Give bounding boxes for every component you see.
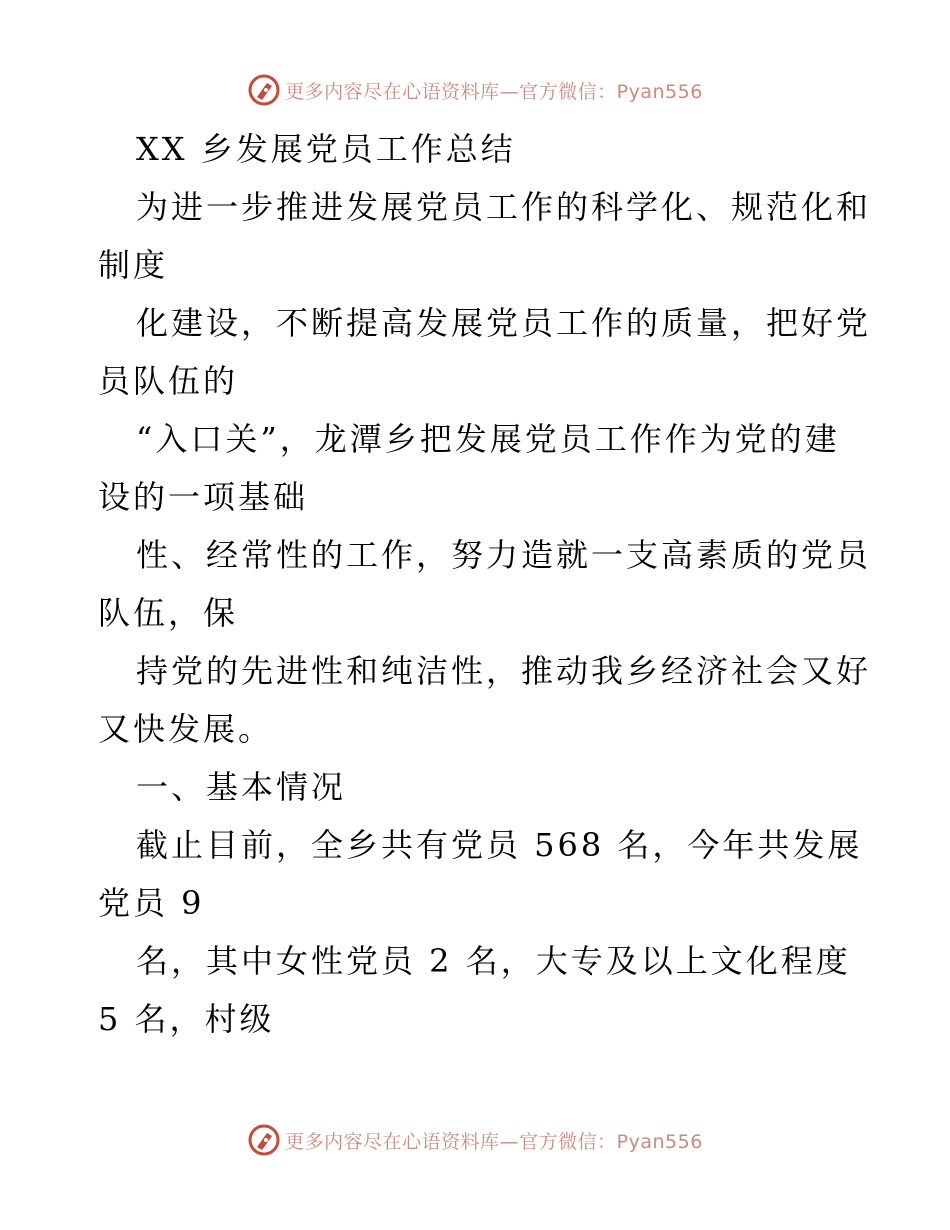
paragraph-line: 设的一项基础 bbox=[98, 478, 309, 516]
paragraph-line: 5 名，村级 bbox=[98, 1000, 275, 1038]
paragraph-line: 持党的先进性和纯洁性，推动我乡经济社会又好 bbox=[136, 652, 872, 690]
document-title: XX 乡发展党员工作总结 bbox=[136, 130, 516, 168]
watermark-text: 更多内容尽在心语资料库—官方微信：Pyan556 bbox=[285, 1130, 703, 1153]
pen-nib-logo-icon bbox=[247, 73, 281, 107]
header-watermark bbox=[0, 70, 950, 110]
paragraph-line: 为进一步推进发展党员工作的科学化、规范化和 bbox=[136, 188, 872, 226]
paragraph-line: 党员 9 bbox=[98, 884, 205, 922]
footer-watermark bbox=[0, 1120, 950, 1160]
paragraph-line: “入口关”，龙潭乡把发展党员工作作为党的建 bbox=[136, 420, 840, 458]
paragraph-line: 截止目前，全乡共有党员 568 名，今年共发展 bbox=[136, 826, 863, 864]
paragraph-line: 又快发展。 bbox=[98, 710, 274, 748]
paragraph-line: 制度 bbox=[98, 246, 169, 284]
paragraph-line: 化建设，不断提高发展党员工作的质量，把好党 bbox=[136, 304, 872, 342]
section-heading: 一、基本情况 bbox=[136, 768, 347, 806]
pen-nib-logo-icon bbox=[247, 1123, 281, 1157]
document-body bbox=[98, 120, 872, 1048]
paragraph-line: 性、经常性的工作，努力造就一支高素质的党员 bbox=[136, 536, 872, 574]
watermark-text: 更多内容尽在心语资料库—官方微信：Pyan556 bbox=[285, 80, 703, 103]
paragraph-line: 名，其中女性党员 2 名，大专及以上文化程度 bbox=[136, 942, 851, 980]
paragraph-line: 员队伍的 bbox=[98, 362, 239, 400]
paragraph-line: 队伍，保 bbox=[98, 594, 239, 632]
